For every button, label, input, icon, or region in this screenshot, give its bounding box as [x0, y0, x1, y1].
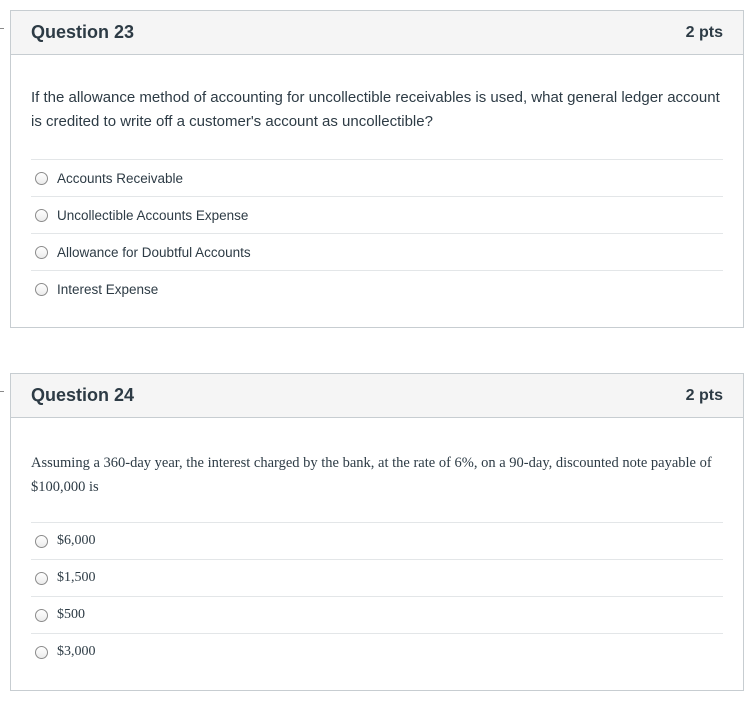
answer-label[interactable]: $3,000 — [57, 644, 96, 659]
question-header — [11, 374, 743, 418]
radio-button-icon[interactable] — [35, 646, 48, 659]
radio-button-icon[interactable] — [35, 609, 48, 622]
question-points: 2 pts — [685, 386, 723, 404]
answer-label[interactable]: Uncollectible Accounts Expense — [57, 207, 249, 223]
answer-option[interactable] — [31, 196, 723, 233]
radio-button-icon[interactable] — [35, 246, 48, 259]
question-text: Assuming a 360-day year, the interest charged by the bank, at the rate of 6%, on a 90-day, discounted note payable of $100,000 is — [31, 455, 712, 495]
edge-marker — [0, 28, 4, 29]
answer-label[interactable]: Allowance for Doubtful Accounts — [57, 244, 251, 260]
question-body — [11, 55, 743, 320]
question-text: If the allowance method of accounting for uncollectible receivables is used, what general ledger account is credited to write off a customer's account as uncollectible? — [31, 89, 720, 130]
question-23-card — [10, 10, 744, 328]
question-title: Question 23 — [31, 22, 135, 42]
radio-button-icon[interactable] — [35, 172, 48, 185]
answer-option[interactable] — [31, 522, 723, 559]
question-title: Question 24 — [31, 385, 135, 405]
answer-option[interactable] — [31, 233, 723, 270]
radio-button-icon[interactable] — [35, 283, 48, 296]
answer-label[interactable]: $500 — [57, 607, 85, 622]
question-24-card — [10, 373, 744, 691]
answer-label[interactable]: Interest Expense — [57, 281, 159, 297]
radio-button-icon[interactable] — [35, 209, 48, 222]
edge-marker — [0, 391, 4, 392]
answer-label[interactable]: $6,000 — [57, 533, 96, 548]
answer-option[interactable] — [31, 559, 723, 596]
question-header — [11, 11, 743, 55]
answer-list — [31, 522, 723, 683]
radio-button-icon[interactable] — [35, 535, 48, 548]
answer-option[interactable] — [31, 596, 723, 633]
answer-list — [31, 159, 723, 320]
answer-option[interactable] — [31, 159, 723, 196]
answer-label[interactable]: Accounts Receivable — [57, 170, 184, 186]
question-points: 2 pts — [685, 23, 723, 41]
answer-option[interactable] — [31, 270, 723, 307]
answer-option[interactable] — [31, 633, 723, 670]
answer-label[interactable]: $1,500 — [57, 570, 96, 585]
radio-button-icon[interactable] — [35, 572, 48, 585]
question-body — [11, 418, 743, 683]
